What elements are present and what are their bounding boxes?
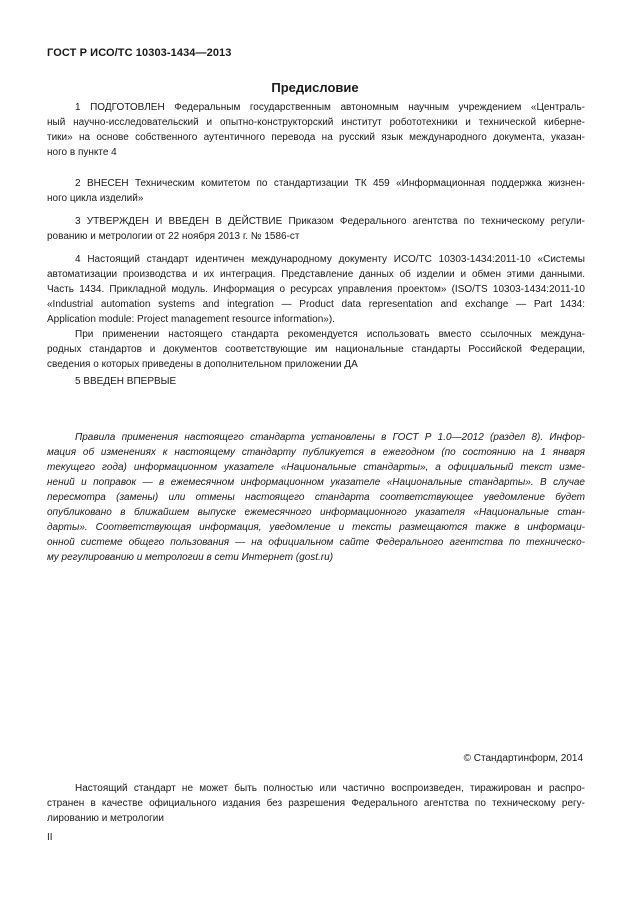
usage-note-line: му регулированию и метрологии в сети Интернет (gost.ru) (47, 552, 334, 563)
usage-note-line: мация об изменениях к настоящему стандарту публикуется в ежегодном (по состоянию на 1 января (47, 447, 585, 458)
section-4 (47, 252, 585, 372)
section-4-line: Application module: Project management resource information»). (47, 314, 335, 325)
section-2 (47, 176, 585, 206)
document-header: ГОСТ Р ИСО/ТС 10303-1434—2013 (47, 47, 232, 59)
section-1-line: ный научно-исследовательский и опытно-конструкторский институт робототехники и технической киберне- (47, 117, 585, 128)
section-4-line: Часть 1434. Прикладной модуль. Информация о ресурсах управления проектом» (ISO/TS 10303-1434:2011-10 (47, 284, 585, 295)
title-text: Предисловие (271, 80, 359, 95)
usage-note (47, 430, 585, 565)
section-2-line: ного цикла изделий» (47, 193, 144, 204)
usage-note-line: онной системе общего пользования — на официальном сайте Федерального агентства по техническо- (47, 537, 585, 548)
section-3 (47, 214, 585, 244)
section-3-line: 3 УТВЕРЖДЕН И ВВЕДЕН В ДЕЙСТВИЕ Приказом Федерального агентства по техническому регули- (75, 216, 585, 227)
section-1-line: ного в пункте 4 (47, 147, 117, 158)
section-2-line: 2 ВНЕСЕН Техническим комитетом по стандартизации ТК 459 «Информационная поддержка жизнен- (75, 178, 585, 189)
section-4-line: «Industrial automation systems and integration — Product data representation and exchange — Part 1434: (47, 299, 585, 310)
rights-line: странен в качестве официального издания без разрешения Федерального агентства по техническому регу- (47, 798, 585, 809)
section-5-line: 5 ВВЕДЕН ВПЕРВЫЕ (75, 376, 177, 387)
rights-line: лированию и метрологии (47, 813, 164, 824)
section-4b-line: родных стандартов и документов соответствующие им национальные стандарты Российской Федерации, (47, 344, 585, 355)
section-5 (47, 374, 585, 389)
section-1 (47, 100, 585, 160)
section-4-line: автоматизации производства и их интеграция. Представление данных об изделии и обмен этими данными. (47, 269, 585, 280)
section-1-line: 1 ПОДГОТОВЛЕН Федеральным государственным автономным научным учреждением «Централь- (75, 102, 585, 113)
usage-note-line: нений и поправок — в ежемесячном информационном указателе «Национальные стандарты». В случае (47, 477, 585, 488)
section-4b-line: сведения о которых приведены в дополнительном приложении ДА (47, 359, 358, 370)
section-3-line: рованию и метрологии от 22 ноября 2013 г. № 1586-ст (47, 231, 300, 242)
usage-note-line: опубликовано в ближайшем выпуске ежемесячного информационного указателя «Национальные стан- (47, 507, 585, 518)
usage-note-line: Правила применения настоящего стандарта установлены в ГОСТ Р 1.0—2012 (раздел 8). Инфор- (75, 432, 585, 443)
copyright-notice: © Стандартинформ, 2014 (463, 753, 583, 764)
usage-note-line: пересмотра (замены) или отмены настоящего стандарта соответствующее уведомление будет (47, 492, 585, 503)
usage-note-line: дарты». Соответствующая информация, уведомление и тексты размещаются также в информаци- (47, 522, 585, 533)
rights-line: Настоящий стандарт не может быть полностью или частично воспроизведен, тиражирован и распро- (75, 783, 585, 794)
page-title (0, 80, 630, 95)
section-4b-line: При применении настоящего стандарта рекомендуется использовать вместо ссылочных междуна- (75, 329, 585, 340)
section-1-line: тики» на основе собственного аутентичного перевода на русский язык международного документа, указан- (47, 132, 585, 143)
section-4-line: 4 Настоящий стандарт идентичен международному документу ИСО/ТС 10303-1434:2011-10 «Системы (75, 254, 585, 265)
rights-statement (47, 781, 585, 826)
page-number: II (47, 832, 53, 843)
usage-note-line: текущего года) информационном указателе «Национальные стандарты», а официальный текст измe- (47, 462, 585, 473)
